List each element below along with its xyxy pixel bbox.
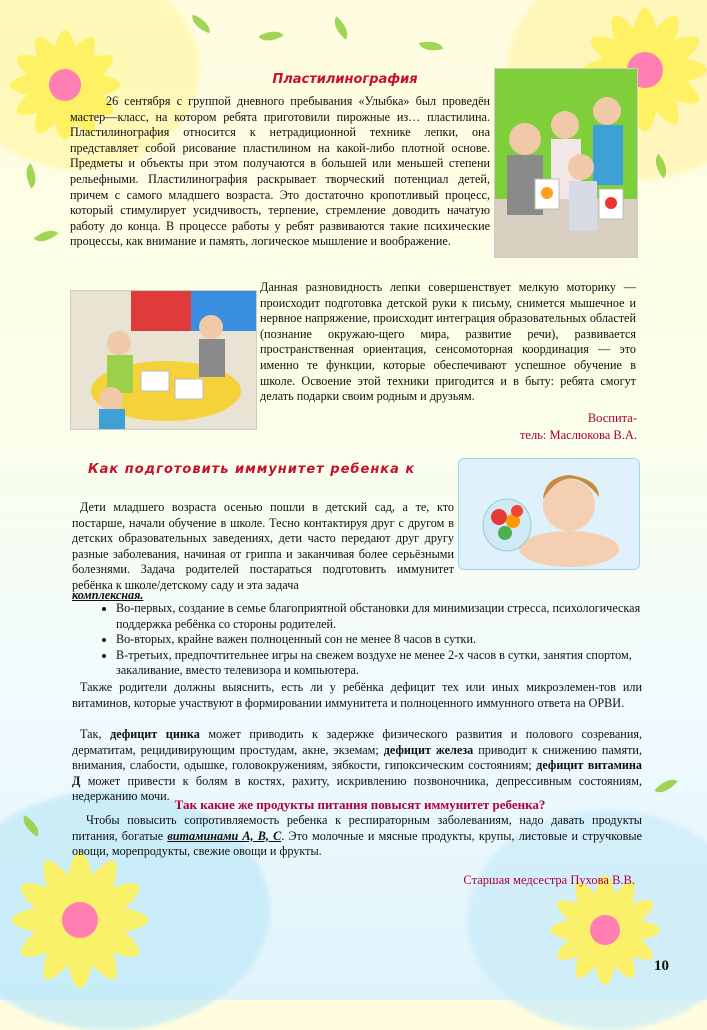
article2-intro-a xyxy=(72,500,454,594)
article2-deficits-para: Так, дефицит цинка может приводить к задержке физического развития и полового созревания, дерматитам, рецидивирующим простудам, акне, экземам; дефицит железа приводит к снижению памяти, внимания, слабости, одышке, головокружениям, зябкости, гипоксическим состояниям; дефицит витамина Д может привести к болям в костях, рахиту, искривлению позвоночника, депрессивным состояниям, недержанию мочи. xyxy=(72,727,643,804)
photo-girl-with-vegetables xyxy=(458,458,640,570)
leaf-decoration xyxy=(258,25,283,46)
leaf-decoration xyxy=(34,224,59,247)
question-heading: Так какие же продукты питания повысят иммунитет ребенка? xyxy=(174,797,546,812)
leaf-decoration xyxy=(189,15,214,34)
article2-parents-para: Также родители должны выяснить, есть ли у ребёнка дефицит тех или иных микроэлемен-тов или витаминов, которые участвуют в формировании иммунитета и полноценного иммунного ответа на ОРВИ. xyxy=(72,680,642,710)
leaf-decoration xyxy=(419,37,443,54)
article2-final-para: Чтобы повысить сопротивляемость ребенка к респираторным заболеваниям, надо давать продукты питания, богатые витаминами А, В, С. Это молочные и мясные продукты, крупы, листовые и стручковые овощи, морепродукты, свежие овощи и фрукты. xyxy=(72,813,643,859)
leaf-decoration xyxy=(329,16,354,39)
flower-decoration xyxy=(0,840,170,1000)
list-item: • Во-первых, создание в семье благоприятной обстановки для минимизации стресса, психологическая поддержка ребёнка со стороны родителей. xyxy=(116,601,656,632)
article1-para1: 26 сентября с группой дневного пребывания «Улыбка» был проведён мастер—класс, на котором ребята приготовили пирожные из… пластилина. Пластилинография относится к нетрадиционной технике лепки, она представляет собой рисование пластилином на какой-либо плотной основе. Предметы и объекты при этом получаются в большей или меньшей степени рельефными. Пластилинография раскрывает творческий потенциал детей, причем с самого младшего возраста. Это достаточно кропотливый процесс, который стимулирует усидчивость, терпение, стремление доводить начатую работу до конца. В процессе работы у ребят развиваются такие психические процессы, как внимание и память, логическое мышление и воображение. xyxy=(70,94,490,249)
article1-signature: Воспита- тель: Маслюкова В.А. xyxy=(519,411,637,442)
article2-signature: Старшая медсестра Пухова В.В. xyxy=(463,873,635,887)
list-item: • В-третьих, предпочтительнее игры на свежем воздухе не менее 2-х часов в сутки, занятия спортом, закаливание, вместо телевизора и компьютера. xyxy=(116,648,656,679)
page-number: 10 xyxy=(654,958,669,974)
photo-children-with-crafts xyxy=(494,68,638,258)
zinc-deficit: дефицит цинка xyxy=(110,727,200,741)
article1-title: Пластилинография xyxy=(272,72,418,87)
vitamins-emphasis: витаминами А, В, С xyxy=(167,828,282,843)
vitamin-d-deficit: дефицит витамина Д xyxy=(72,758,643,788)
article2-title: Как подготовить иммунитет ребенка к xyxy=(88,462,416,477)
leaf-decoration xyxy=(654,774,677,799)
iron-deficit: дефицит железа xyxy=(383,742,474,757)
list-item: • Во-вторых, крайне важен полноценный сон не менее 8 часов в сутки. xyxy=(116,632,656,648)
article2-intro-text: Дети младшего возраста осенью пошли в детский сад, а те, кто постарше, начали обучение в школе. Тесно контактируя друг с другом в детских образовательных заведениях, дети часто передают друг другу разные заболевания, начиная от гриппа и заканчивая более серьёзными болезнями. Задача родителей постараться подготовить иммунитет ребёнка к школе/детскому саду и эта задача xyxy=(72,500,454,592)
immunity-tips-list xyxy=(100,601,656,679)
article1-para2: Данная разновидность лепки совершенствует мелкую моторику — происходит подготовка детской руки к письму, снимется мышечное и нервное напряжение, происходит интеграция образовательных областей (познание окружаю-щего мира, развитие речи), развивается пространственная ориентация, сенсомоторная координация — это именно те функции, которые обеспечивают успешное обучение в школе. Освоение этой техники пригодится и в быту: ребята смогут делать подарки своим родным и друзьям. xyxy=(260,280,636,404)
photo-children-at-table xyxy=(70,290,257,430)
leaf-decoration xyxy=(20,163,41,188)
complex-emphasis: комплексная. xyxy=(72,588,144,602)
